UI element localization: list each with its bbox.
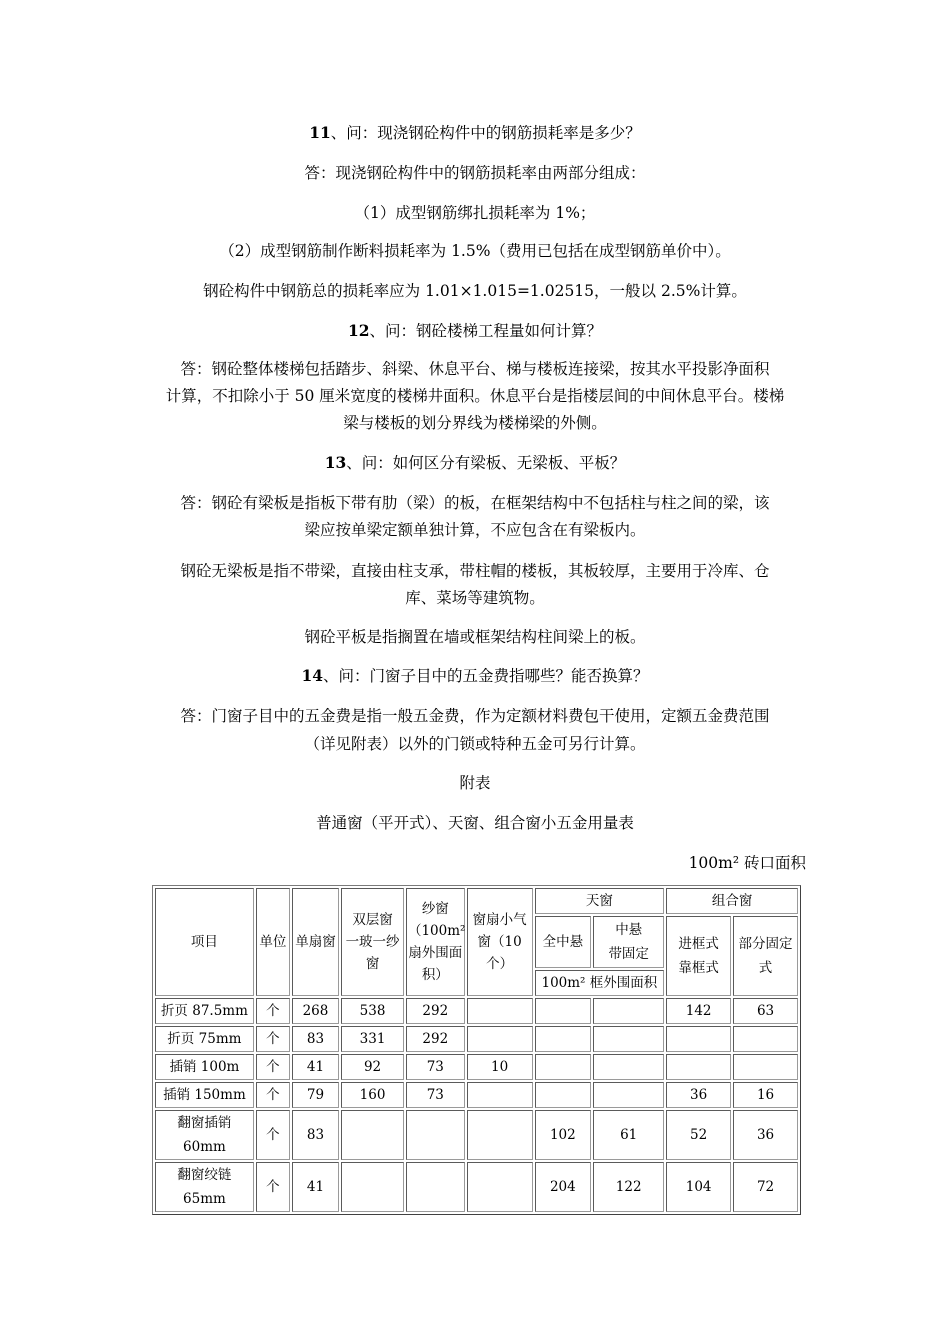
table-row (155, 1110, 798, 1160)
cell-double: 331 (341, 1026, 404, 1052)
question-number: 14 (301, 666, 324, 685)
question-number: 12 (347, 321, 370, 340)
cell-item: 插销 150mm (155, 1082, 254, 1108)
answer-12-line3: 梁与楼板的划分界线为楼梯梁的外侧。 (343, 414, 607, 432)
header-skylight-unit: 100m² 框外围面积 (535, 970, 665, 996)
cell-full-mid: 204 (535, 1162, 592, 1212)
answer-13-line2: 梁应按单梁定额单独计算，不应包含在有梁板内。 (304, 521, 646, 539)
cell-double (341, 1110, 404, 1160)
cell-item: 翻窗绞链 65mm (155, 1162, 254, 1212)
header-screen: 纱窗 （100m² 扇外围面 积） (406, 888, 465, 996)
cell-frame (666, 1026, 731, 1052)
cell-full-mid (535, 998, 592, 1024)
appendix-label: 附表 (459, 774, 491, 792)
cell-partial: 72 (733, 1162, 798, 1212)
header-double-layer: 双层窗 一玻一纱 窗 (341, 888, 404, 996)
header-unit: 单位 (256, 888, 290, 996)
question-text: 、问：门窗子目中的五金费指哪些？能否换算？ (323, 667, 649, 685)
header-vent: 窗扇小气 窗（10 个） (467, 888, 533, 996)
answer-13-line5: 钢砼平板是指搁置在墙或框架结构柱间梁上的板。 (304, 628, 646, 646)
cell-vent (467, 1110, 533, 1160)
table-row (155, 1082, 798, 1108)
cell-partial: 16 (733, 1082, 798, 1108)
cell-vent (467, 1162, 533, 1212)
cell-full-mid (535, 1082, 592, 1108)
cell-mid-fixed: 61 (593, 1110, 664, 1160)
cell-screen (406, 1110, 465, 1160)
cell-item: 翻窗插销 60mm (155, 1110, 254, 1160)
cell-partial: 63 (733, 998, 798, 1024)
cell-double: 92 (341, 1054, 404, 1080)
question-number: 13 (324, 453, 347, 472)
table-title: 普通窗（平开式）、天窗、组合窗小五金用量表 (316, 814, 634, 832)
cell-frame: 52 (666, 1110, 731, 1160)
cell-vent (467, 998, 533, 1024)
table-row (155, 1162, 798, 1212)
cell-item: 折页 75mm (155, 1026, 254, 1052)
answer-13-line3: 钢砼无梁板是指不带梁，直接由柱支承，带柱帽的楼板，其板较厚，主要用于冷库、仓 (180, 562, 770, 580)
cell-screen: 292 (406, 1026, 465, 1052)
cell-vent: 10 (467, 1054, 533, 1080)
cell-frame: 36 (666, 1082, 731, 1108)
cell-unit: 个 (256, 1162, 290, 1212)
cell-unit: 个 (256, 1026, 290, 1052)
question-text: 、问：钢砼楼梯工程量如何计算？ (369, 322, 603, 340)
cell-screen: 292 (406, 998, 465, 1024)
cell-frame (666, 1054, 731, 1080)
cell-mid-fixed (593, 1082, 664, 1108)
cell-unit: 个 (256, 1054, 290, 1080)
cell-single: 83 (292, 1026, 339, 1052)
cell-item: 折页 87.5mm (155, 998, 254, 1024)
cell-partial (733, 1054, 798, 1080)
header-item: 项目 (155, 888, 254, 996)
cell-partial (733, 1026, 798, 1052)
header-combo: 组合窗 (666, 888, 798, 914)
question-11 (0, 122, 950, 144)
cell-single: 41 (292, 1054, 339, 1080)
cell-unit: 个 (256, 1110, 290, 1160)
cell-unit: 个 (256, 1082, 290, 1108)
cell-screen: 73 (406, 1054, 465, 1080)
cell-frame: 142 (666, 998, 731, 1024)
cell-vent (467, 1082, 533, 1108)
table-row (155, 1026, 798, 1052)
hardware-usage-table (152, 885, 801, 1215)
table-row (155, 1054, 798, 1080)
question-14 (0, 665, 950, 687)
cell-double: 538 (341, 998, 404, 1024)
cell-mid-fixed (593, 1026, 664, 1052)
header-single-sash: 单扇窗 (292, 888, 339, 996)
cell-full-mid (535, 1054, 592, 1080)
cell-unit: 个 (256, 998, 290, 1024)
cell-full-mid: 102 (535, 1110, 592, 1160)
question-12 (0, 320, 950, 342)
cell-double (341, 1162, 404, 1212)
question-number: 11 (309, 123, 331, 142)
cell-mid-fixed (593, 998, 664, 1024)
question-text: 、问：如何区分有梁板、无梁板、平板？ (346, 454, 626, 472)
answer-14-line2: （详见附表）以外的门锁或特种五金可另行计算。 (304, 735, 646, 753)
header-middle-hung-fixed: 中悬 带固定 (593, 916, 664, 968)
cell-double: 160 (341, 1082, 404, 1108)
header-skylight: 天窗 (535, 888, 665, 914)
cell-full-mid (535, 1026, 592, 1052)
cell-mid-fixed (593, 1054, 664, 1080)
cell-item: 插销 100m (155, 1054, 254, 1080)
cell-vent (467, 1026, 533, 1052)
cell-screen: 73 (406, 1082, 465, 1108)
cell-frame: 104 (666, 1162, 731, 1212)
answer-12-line2: 计算，不扣除小于 50 厘米宽度的楼梯井面积。休息平台是指楼层间的中间休息平台。楼梯 (165, 387, 785, 405)
answer-11-item1: （1）成型钢筋绑扎损耗率为 1%； (354, 204, 596, 222)
answer-14-line1: 答：门窗子目中的五金费是指一般五金费，作为定额材料费包干使用，定额五金费范围 (180, 707, 770, 725)
cell-mid-fixed: 122 (593, 1162, 664, 1212)
header-frame-in: 进框式 靠框式 (666, 916, 731, 996)
cell-single: 83 (292, 1110, 339, 1160)
question-13 (0, 452, 950, 474)
answer-13-line1: 答：钢砼有梁板是指板下带有肋（梁）的板，在框架结构中不包括柱与柱之间的梁，该 (180, 494, 770, 512)
question-text: 、问：现浇钢砼构件中的钢筋损耗率是多少？ (330, 124, 641, 142)
header-full-middle-hung: 全中悬 (535, 916, 592, 968)
answer-11-intro: 答：现浇钢砼构件中的钢筋损耗率由两部分组成： (304, 164, 646, 182)
table-unit-note: 100m² 砖口面积 (688, 854, 806, 872)
header-partial-fixed: 部分固定 式 (733, 916, 798, 996)
answer-12-line1: 答：钢砼整体楼梯包括踏步、斜梁、休息平台、梯与楼板连接梁，按其水平投影净面积 (180, 360, 770, 378)
cell-single: 268 (292, 998, 339, 1024)
cell-screen (406, 1162, 465, 1212)
answer-11-item2: （2）成型钢筋制作断料损耗率为 1.5%（费用已包括在成型钢筋单价中）。 (219, 242, 731, 260)
cell-single: 41 (292, 1162, 339, 1212)
answer-11-total: 钢砼构件中钢筋总的损耗率应为 1.01×1.015=1.02515，一般以 2.5%计算。 (203, 282, 747, 300)
answer-13-line4: 库、菜场等建筑物。 (405, 589, 545, 607)
table-row (155, 998, 798, 1024)
cell-single: 79 (292, 1082, 339, 1108)
cell-partial: 36 (733, 1110, 798, 1160)
